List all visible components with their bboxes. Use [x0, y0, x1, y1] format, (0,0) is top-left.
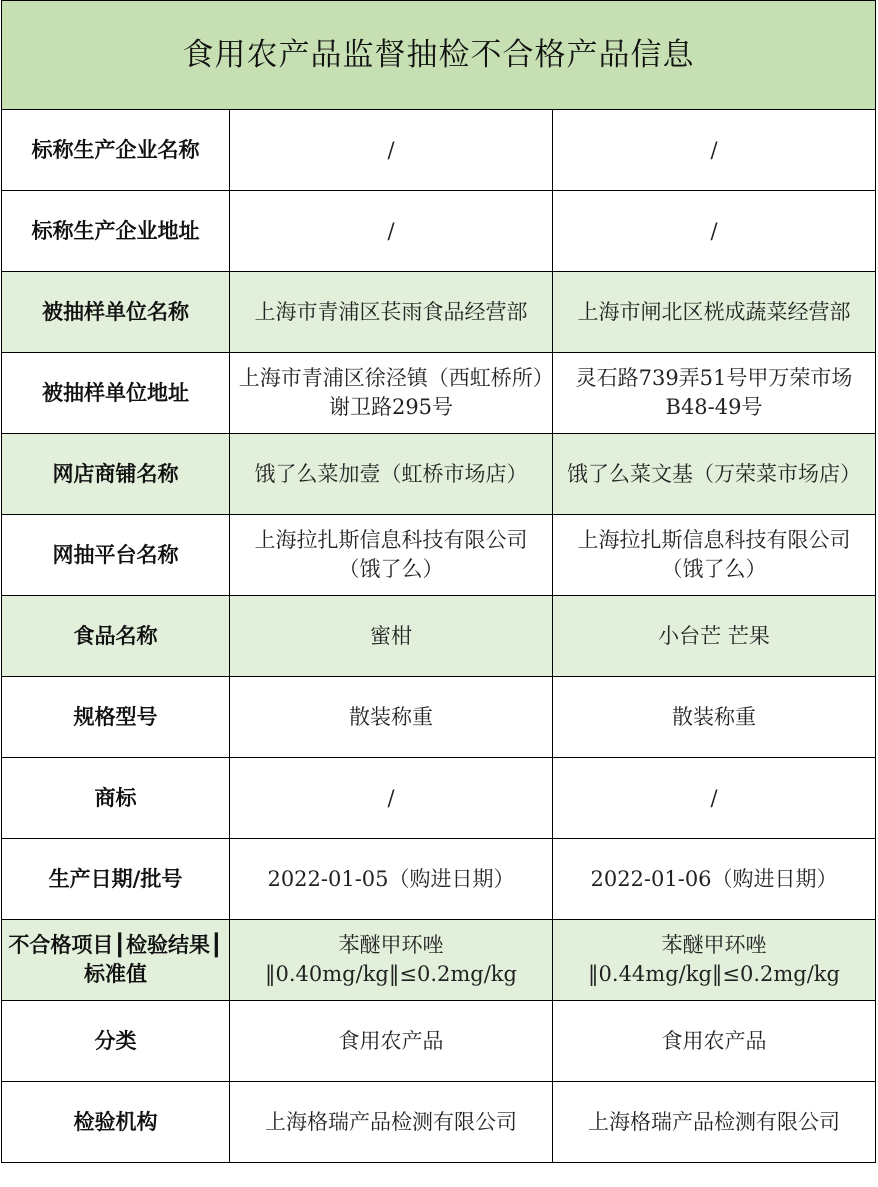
row-label: 被抽样单位名称: [2, 272, 230, 353]
product-1-value: /: [230, 191, 553, 272]
row-label: 分类: [2, 1001, 230, 1082]
product-1-value: 上海市青浦区徐泾镇（西虹桥所）谢卫路295号: [230, 353, 553, 434]
product-2-value: 2022-01-06（购进日期）: [553, 839, 876, 920]
row-label: 检验机构: [2, 1082, 230, 1163]
product-2-value: 上海格瑞产品检测有限公司: [553, 1082, 876, 1163]
product-2-value: 上海拉扎斯信息科技有限公司（饿了么）: [553, 515, 876, 596]
row-label: 食品名称: [2, 596, 230, 677]
product-2-value: 苯醚甲环唑‖0.44mg/kg‖≤0.2mg/kg: [553, 920, 876, 1001]
table-row: [2, 1001, 876, 1082]
page-title: 食用农产品监督抽检不合格产品信息: [2, 1, 876, 110]
table-row: [2, 758, 876, 839]
table-row: [2, 353, 876, 434]
product-1-value: /: [230, 110, 553, 191]
product-2-value: 小台芒 芒果: [553, 596, 876, 677]
product-2-value: 散装称重: [553, 677, 876, 758]
product-1-value: 上海市青浦区苌雨食品经营部: [230, 272, 553, 353]
row-label: 规格型号: [2, 677, 230, 758]
product-2-value: /: [553, 191, 876, 272]
table-row: [2, 191, 876, 272]
table-body: [2, 1, 876, 1163]
table-row: [2, 1082, 876, 1163]
product-1-value: 2022-01-05（购进日期）: [230, 839, 553, 920]
product-2-value: /: [553, 758, 876, 839]
product-1-value: 上海拉扎斯信息科技有限公司（饿了么）: [230, 515, 553, 596]
table-row: [2, 515, 876, 596]
product-1-value: /: [230, 758, 553, 839]
row-label: 被抽样单位地址: [2, 353, 230, 434]
row-label: 标称生产企业名称: [2, 110, 230, 191]
table-row: [2, 920, 876, 1001]
table-row: [2, 434, 876, 515]
product-1-value: 食用农产品: [230, 1001, 553, 1082]
row-label: 网店商铺名称: [2, 434, 230, 515]
row-label: 标称生产企业地址: [2, 191, 230, 272]
table-row: [2, 596, 876, 677]
table-row: [2, 272, 876, 353]
product-2-value: 饿了么菜文基（万荣菜市场店）: [553, 434, 876, 515]
product-2-value: 灵石路739弄51号甲万荣市场B48-49号: [553, 353, 876, 434]
product-1-value: 饿了么菜加壹（虹桥市场店）: [230, 434, 553, 515]
table-row: [2, 110, 876, 191]
product-2-value: 上海市闸北区桄成蔬菜经营部: [553, 272, 876, 353]
row-label: 网抽平台名称: [2, 515, 230, 596]
row-label: 生产日期/批号: [2, 839, 230, 920]
row-label: 不合格项目┃检验结果┃标准值: [2, 920, 230, 1001]
table-row: [2, 839, 876, 920]
product-1-value: 苯醚甲环唑‖0.40mg/kg‖≤0.2mg/kg: [230, 920, 553, 1001]
row-label: 商标: [2, 758, 230, 839]
product-1-value: 上海格瑞产品检测有限公司: [230, 1082, 553, 1163]
product-2-value: /: [553, 110, 876, 191]
unqualified-products-table: [1, 0, 876, 1163]
product-1-value: 蜜柑: [230, 596, 553, 677]
table-row: [2, 677, 876, 758]
product-1-value: 散装称重: [230, 677, 553, 758]
product-2-value: 食用农产品: [553, 1001, 876, 1082]
title-row: [2, 1, 876, 110]
